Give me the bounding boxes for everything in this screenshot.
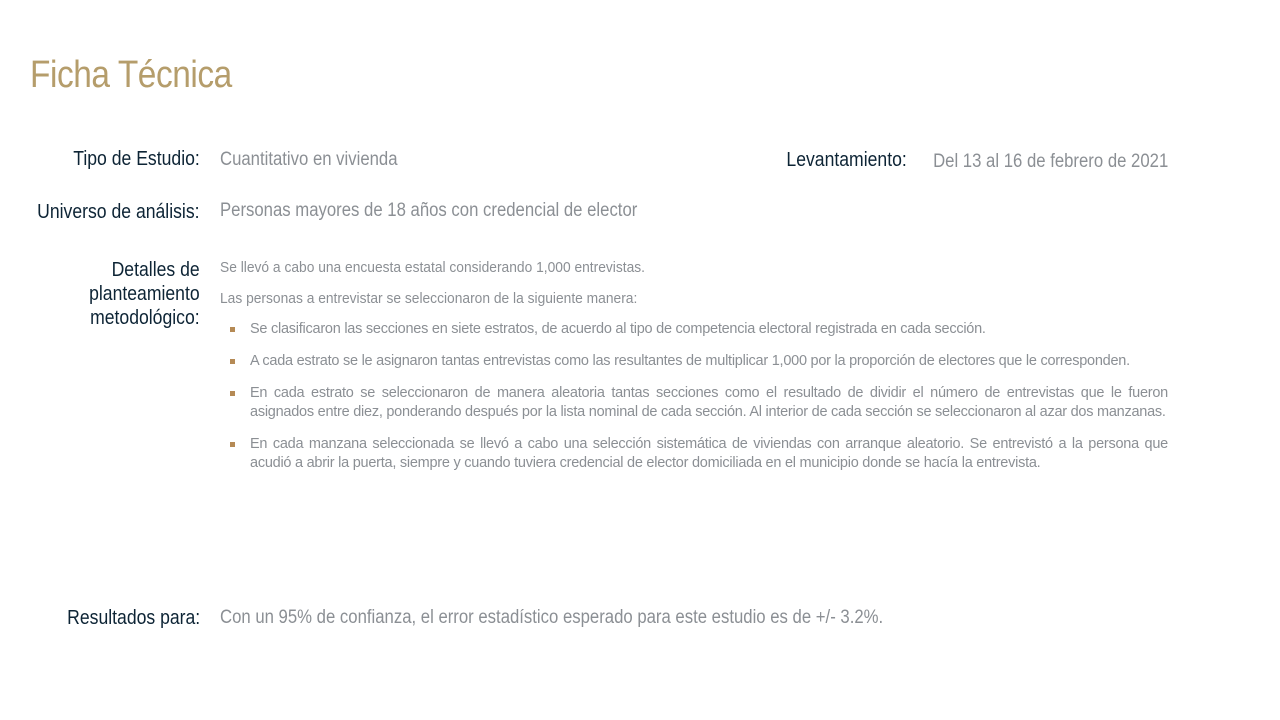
square-bullet-icon	[230, 442, 235, 447]
list-item-text: A cada estrato se le asignaron tantas entrevistas como las resultantes de multiplicar 1,000 por la proporción de electores que le corresponden.	[250, 353, 1130, 369]
detalles-content	[220, 258, 1168, 486]
universo-value: Personas mayores de 18 años con credencial de elector	[220, 200, 638, 221]
list-item-text: En cada manzana seleccionada se llevó a cabo una selección sistemática de viviendas con arranque aleatorio. Se entrevistó a la persona que acudió a abrir la puerta, siempre y cuando tuviera credencial de elector domiciliada en el municipio donde se hacía la entrevista.	[250, 436, 1168, 471]
list-item	[220, 352, 1168, 371]
list-item	[220, 320, 1168, 339]
detalles-intro-2: Las personas a entrevistar se seleccionaron de la siguiente manera:	[220, 290, 638, 307]
detalles-intro-1: Se llevó a cabo una encuesta estatal considerando 1,000 entrevistas.	[220, 259, 646, 276]
detalles-label-line1: Detalles de	[111, 259, 200, 281]
resultados-value: Con un 95% de confianza, el error estadístico esperado para este estudio es de +/- 3.2%.	[220, 607, 884, 628]
levantamiento-label: Levantamiento:	[786, 149, 907, 171]
resultados-label: Resultados para:	[66, 607, 200, 629]
list-item-text: En cada estrato se seleccionaron de manera aleatoria tantas secciones como el resultado de dividir el número de entrevistas que le fueron asignados entre diez, ponderando después por la lista nominal de cada sección. Al interior de cada sección se seleccionaron al azar dos manzanas.	[250, 385, 1168, 420]
square-bullet-icon	[230, 391, 235, 396]
universo-label: Universo de análisis:	[37, 201, 200, 223]
detalles-label-line2: planteamiento	[89, 283, 200, 305]
tipo-estudio-label: Tipo de Estudio:	[73, 148, 200, 170]
levantamiento-value: Del 13 al 16 de febrero de 2021	[932, 151, 1168, 172]
detalles-bullet-list	[220, 320, 1168, 473]
list-item-text: Se clasificaron las secciones en siete estratos, de acuerdo al tipo de competencia electoral registrada en cada sección.	[250, 321, 986, 337]
list-item	[220, 384, 1168, 422]
square-bullet-icon	[230, 327, 235, 332]
tipo-estudio-value: Cuantitativo en vivienda	[220, 149, 398, 170]
detalles-label	[89, 258, 200, 330]
detalles-label-line3: metodológico:	[90, 307, 200, 329]
list-item	[220, 435, 1168, 473]
page-title: Ficha Técnica	[30, 54, 232, 96]
square-bullet-icon	[230, 359, 235, 364]
